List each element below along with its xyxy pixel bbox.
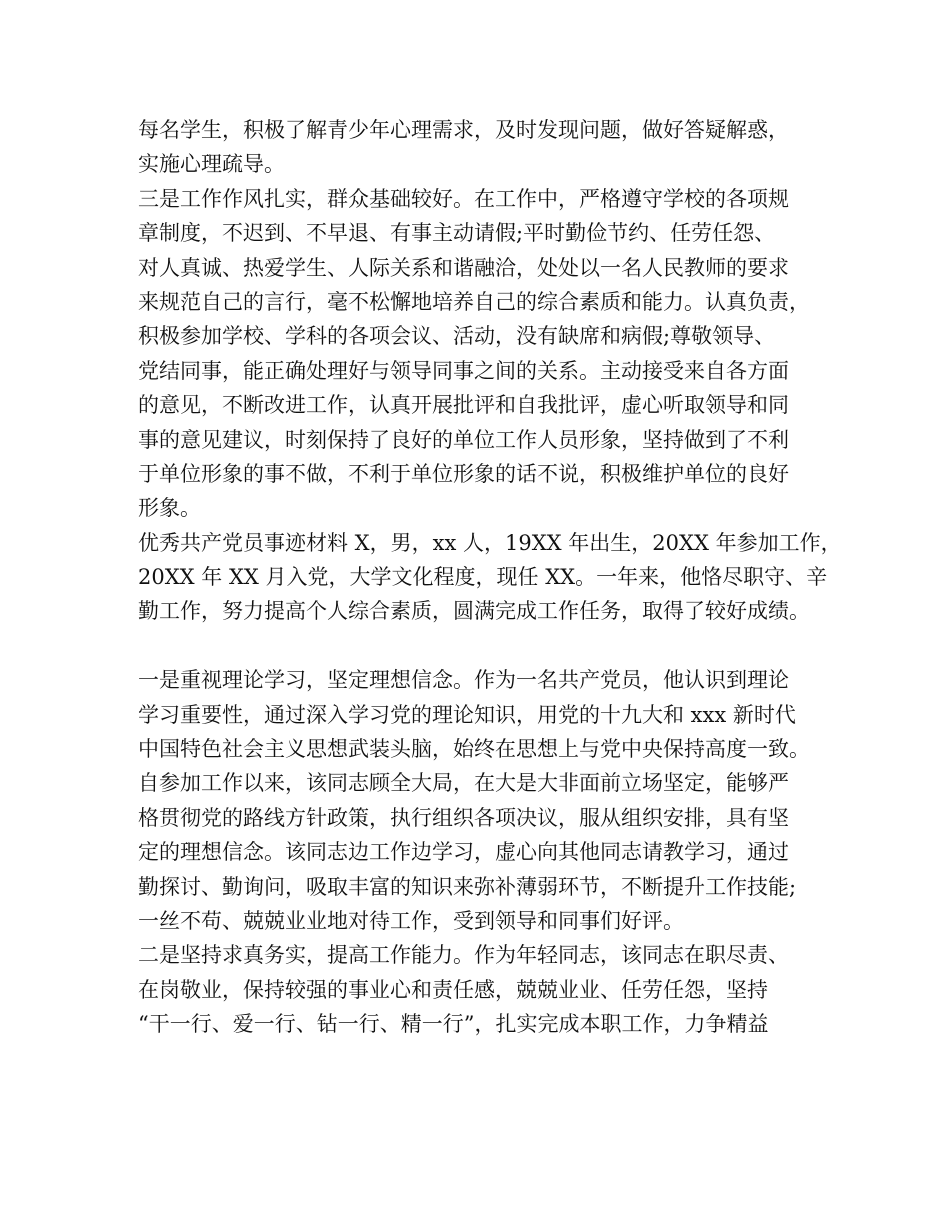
text-line: 一是重视理论学习，坚定理想信念。作为一名共产党员，他认识到理论 <box>138 668 789 693</box>
text-line: 一丝不苟、兢兢业业地对待工作，受到领导和同事们好评。 <box>138 908 684 933</box>
text-line: 章制度，不迟到、不早退、有事主动请假;平时勤俭节约、任劳任怨、 <box>138 221 776 246</box>
text-line: 20XX 年 XX 月入党，大学文化程度，现任 XX。一年来，他恪尽职守、辛 <box>138 565 828 590</box>
text-line: 在岗敬业，保持较强的事业心和责任感，兢兢业业、任劳任怨，坚持 <box>138 977 768 1002</box>
text-line: 形象。 <box>138 496 201 521</box>
text-line: 勤探讨、勤询问，吸取丰富的知识来弥补薄弱环节，不断提升工作技能; <box>138 874 797 899</box>
text-line: 对人真诚、热爱学生、人际关系和谐融洽，处处以一名人民教师的要求 <box>138 255 789 280</box>
text-line: 自参加工作以来，该同志顾全大局，在大是大非面前立场坚定，能够严 <box>138 771 789 796</box>
text-line: 三是工作作风扎实，群众基础较好。在工作中，严格遵守学校的各项规 <box>138 186 789 211</box>
text-line: 学习重要性，通过深入学习党的理论知识，用党的十九大和 xxx 新时代 <box>138 702 796 727</box>
text-line: 勤工作，努力提高个人综合素质，圆满完成工作任务，取得了较好成绩。 <box>138 599 810 624</box>
text-line: 每名学生，积极了解青少年心理需求，及时发现问题，做好答疑解惑， <box>138 118 789 142</box>
text-line: 事的意见建议，时刻保持了良好的单位工作人员形象，坚持做到了不利 <box>138 427 789 452</box>
document-body <box>138 113 842 1042</box>
text-line: 的意见，不断改进工作，认真开展批评和自我批评，虚心听取领导和同 <box>138 393 789 418</box>
text-line: 来规范自己的言行，毫不松懈地培养自己的综合素质和能力。认真负责， <box>138 289 810 314</box>
text-line: 中国特色社会主义思想武装头脑，始终在思想上与党中央保持高度一致。 <box>138 737 810 762</box>
text-line: 于单位形象的事不做，不利于单位形象的话不说，积极维护单位的良好 <box>138 461 789 486</box>
text-line: 积极参加学校、学科的各项会议、活动，没有缺席和病假;尊敬领导、 <box>138 324 776 349</box>
text-line: 定的理想信念。该同志边工作边学习，虚心向其他同志请教学习，通过 <box>138 840 789 865</box>
text-line: 实施心理疏导。 <box>138 152 285 177</box>
blank-line <box>138 629 838 663</box>
text-line: “干一行、爱一行、钻一行、精一行”，扎实完成本职工作，力争精益 <box>138 1012 769 1037</box>
text-line: 二是坚持求真务实，提高工作能力。作为年轻同志，该同志在职尽责、 <box>138 943 789 968</box>
text-line: 格贯彻党的路线方针政策，执行组织各项决议，服从组织安排，具有坚 <box>138 805 789 830</box>
text-line: 党结同事，能正确处理好与领导同事之间的关系。主动接受来自各方面 <box>138 358 789 383</box>
text-line: 优秀共产党员事迹材料 X，男，xx 人，19XX 年出生，20XX 年参加工作， <box>138 530 842 555</box>
